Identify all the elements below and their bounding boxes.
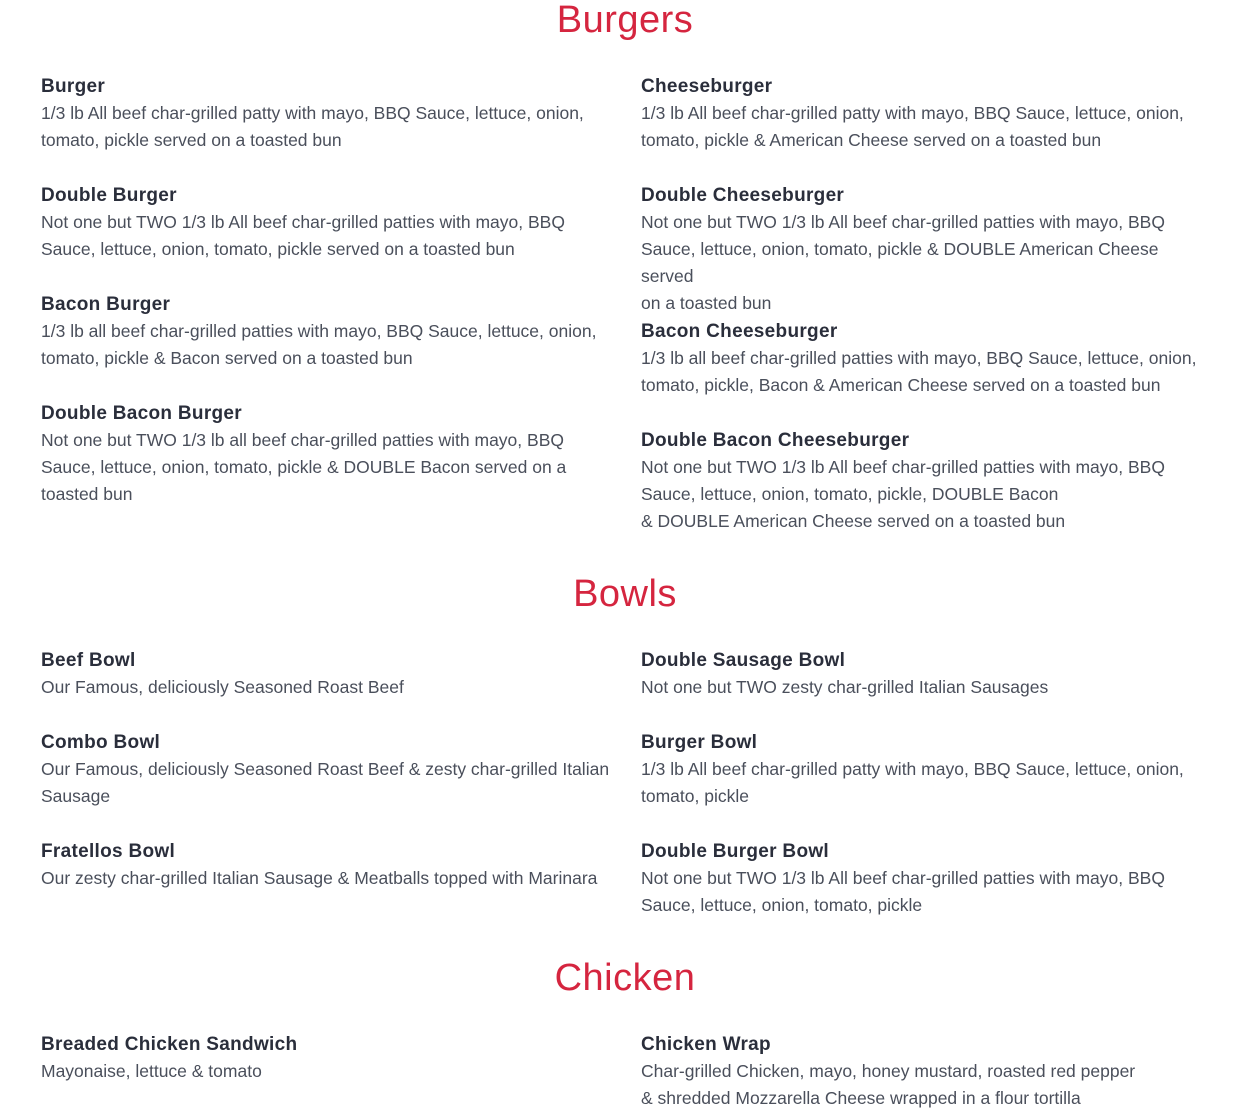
- menu-item-name: Bacon Cheeseburger: [641, 321, 838, 342]
- menu-item-name: Double Bacon Burger: [41, 403, 242, 424]
- menu-item-double-burger-bowl: [641, 838, 1211, 919]
- menu-item-description: 1/3 lb all beef char-grilled patties with mayo, BBQ Sauce, lettuce, onion, tomato, pickle & Bacon served on a toasted bun: [41, 321, 597, 368]
- menu-item-burger: [41, 73, 611, 154]
- menu-item-bacon-burger: [41, 291, 611, 372]
- menu-item-description: Our Famous, deliciously Seasoned Roast Beef: [41, 677, 404, 697]
- menu-item-name: Burger Bowl: [641, 732, 758, 753]
- menu-item-breaded-chicken-sandwich: [41, 1031, 611, 1085]
- menu-item-name: Fratellos Bowl: [41, 841, 176, 862]
- menu-item-description: Not one but TWO 1/3 lb All beef char-grilled patties with mayo, BBQ Sauce, lettuce, onion, tomato, pickle, DOUBLE Bacon & DOUBLE American Cheese served on a toasted bun: [641, 457, 1165, 531]
- section-title-chicken: Chicken: [554, 957, 696, 999]
- menu-item-description: 1/3 lb All beef char-grilled patty with mayo, BBQ Sauce, lettuce, onion, tomato, pickle & American Cheese served on a toasted bun: [641, 103, 1184, 150]
- menu-item-description: 1/3 lb All beef char-grilled patty with mayo, BBQ Sauce, lettuce, onion, tomato, pickle served on a toasted bun: [41, 103, 584, 150]
- menu-item-description: 1/3 lb all beef char-grilled patties with mayo, BBQ Sauce, lettuce, onion, tomato, pickle, Bacon & American Cheese served on a toasted bun: [641, 348, 1197, 395]
- menu-item-double-sausage-bowl: [641, 647, 1211, 701]
- menu-item-description: Not one but TWO 1/3 lb All beef char-grilled patties with mayo, BBQ Sauce, lettuce, onion, tomato, pickle: [641, 868, 1165, 915]
- menu-item-description: Not one but TWO 1/3 lb All beef char-grilled patties with mayo, BBQ Sauce, lettuce, onion, tomato, pickle served on a toasted bun: [41, 212, 565, 259]
- menu-item-fratellos-bowl: [41, 838, 611, 892]
- section-title-bowls: Bowls: [573, 573, 677, 615]
- menu-item-name: Double Bacon Cheeseburger: [641, 430, 910, 451]
- menu-item-double-burger: [41, 182, 611, 263]
- section-title-burgers: Burgers: [556, 0, 694, 41]
- menu-item-cheeseburger: [641, 73, 1211, 154]
- menu-item-description: Not one but TWO 1/3 lb All beef char-grilled patties with mayo, BBQ Sauce, lettuce, onion, tomato, pickle & DOUBLE American Cheese served on a toasted bun: [641, 212, 1165, 313]
- menu-item-name: Double Burger: [41, 185, 177, 206]
- menu-item-combo-bowl: [41, 729, 611, 810]
- menu-item-double-cheeseburger: [641, 182, 1211, 317]
- menu-item-name: Combo Bowl: [41, 732, 161, 753]
- menu-item-name: Double Sausage Bowl: [641, 650, 846, 671]
- menu-item-description: Our zesty char-grilled Italian Sausage & Meatballs topped with Marinara: [41, 868, 598, 888]
- menu-item-burger-bowl: [641, 729, 1211, 810]
- menu-item-name: Cheeseburger: [641, 76, 773, 97]
- menu-item-name: Breaded Chicken Sandwich: [41, 1034, 298, 1055]
- menu-item-description: Not one but TWO zesty char-grilled Italian Sausages: [641, 677, 1049, 697]
- menu-item-double-bacon-cheeseburger: [641, 427, 1211, 535]
- menu-item-bacon-cheeseburger: [641, 318, 1211, 399]
- menu-item-name: Beef Bowl: [41, 650, 136, 671]
- menu-item-double-bacon-burger: [41, 400, 611, 508]
- menu-item-name: Double Cheeseburger: [641, 185, 845, 206]
- menu-item-name: Chicken Wrap: [641, 1034, 771, 1055]
- menu-item-chicken-wrap: [641, 1031, 1211, 1112]
- menu-item-name: Bacon Burger: [41, 294, 171, 315]
- menu-item-description: Mayonaise, lettuce & tomato: [41, 1061, 262, 1081]
- menu-item-description: Our Famous, deliciously Seasoned Roast Beef & zesty char-grilled Italian Sausage: [41, 759, 610, 806]
- menu-item-name: Double Burger Bowl: [641, 841, 830, 862]
- menu-item-description: Char-grilled Chicken, mayo, honey mustard, roasted red pepper & shredded Mozzarella Cheese wrapped in a flour tortilla: [641, 1061, 1136, 1108]
- menu-item-description: 1/3 lb All beef char-grilled patty with mayo, BBQ Sauce, lettuce, onion, tomato, pickle: [641, 759, 1184, 806]
- menu-item-beef-bowl: [41, 647, 611, 701]
- menu-item-name: Burger: [41, 76, 106, 97]
- menu-item-description: Not one but TWO 1/3 lb all beef char-grilled patties with mayo, BBQ Sauce, lettuce, onion, tomato, pickle & DOUBLE Bacon served on a toasted bun: [41, 430, 567, 504]
